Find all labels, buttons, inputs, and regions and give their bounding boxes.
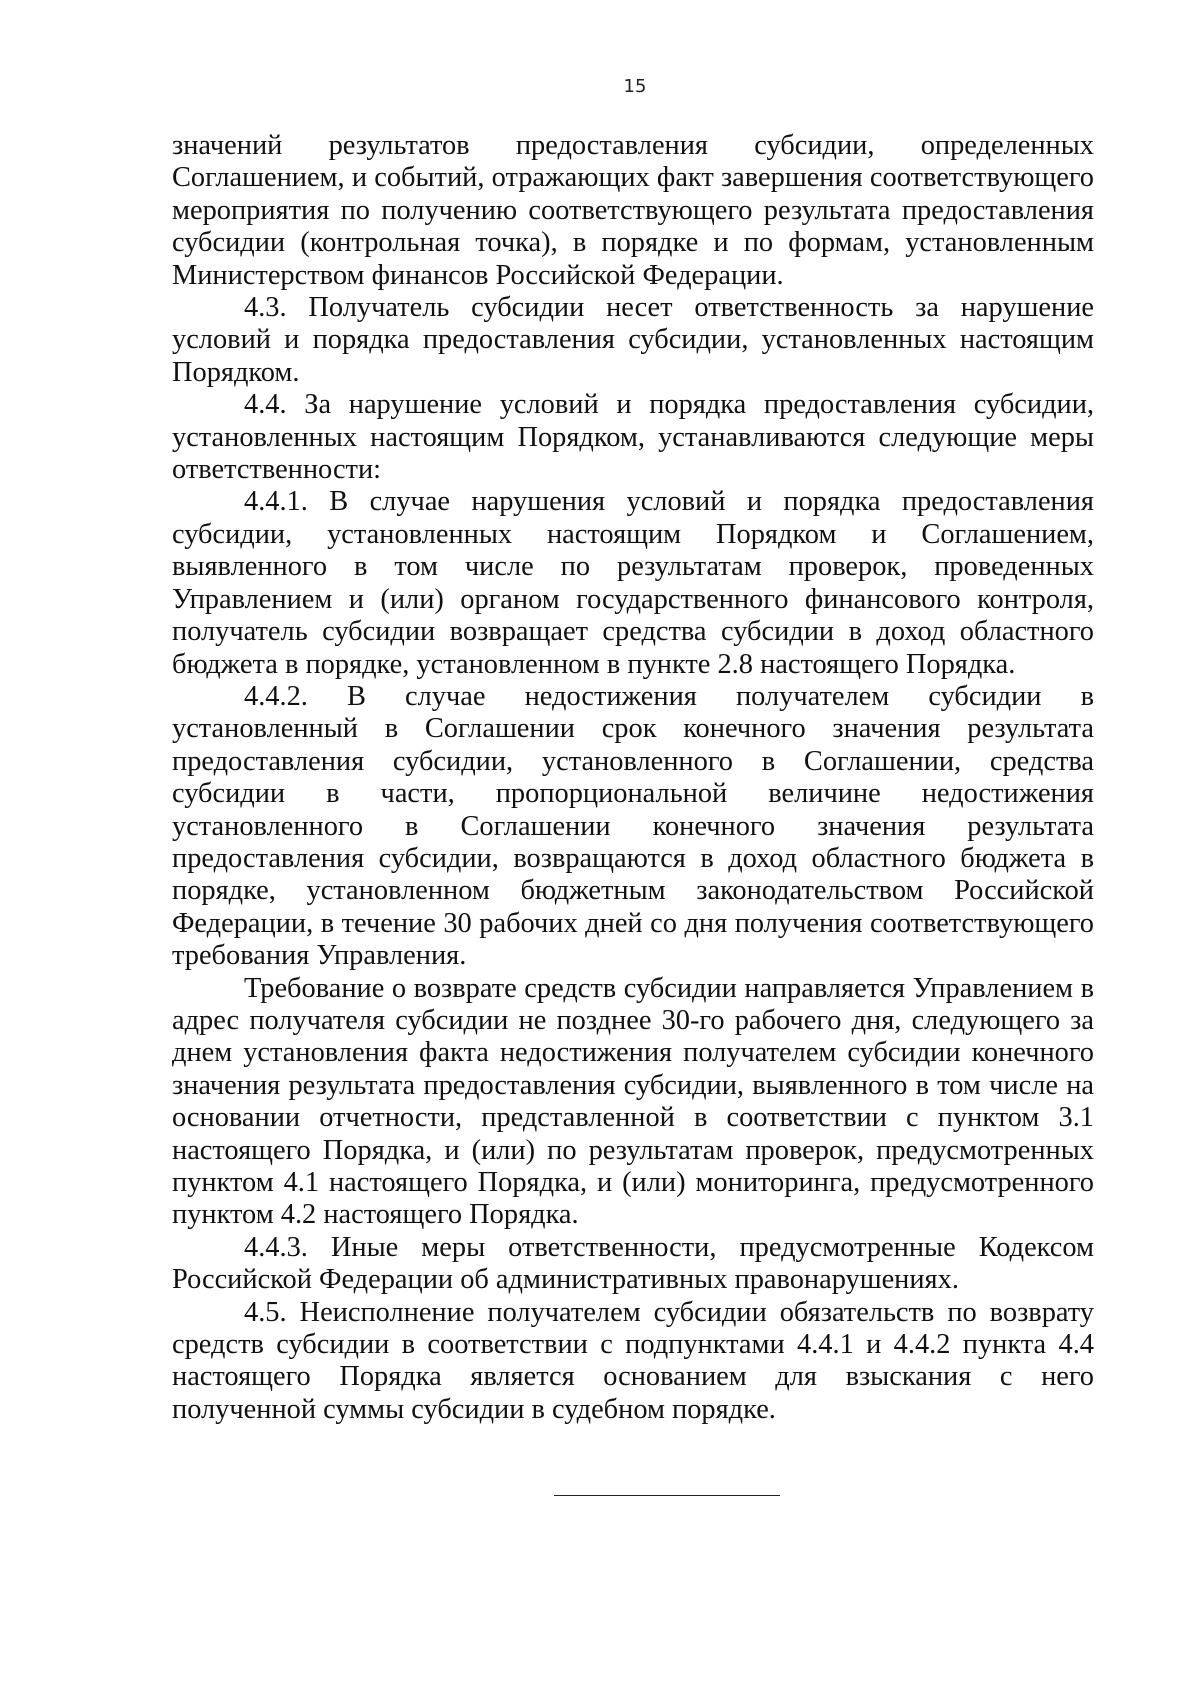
page-number: 15 [623, 76, 647, 97]
paragraph-4-4-3: 4.4.3. Иные меры ответственности, предусмотренные Кодексом Российской Федерации об административных правонарушениях. [172, 1231, 1094, 1296]
paragraph-4-3: 4.3. Получатель субсидии несет ответственность за нарушение условий и порядка предоставления субсидии, установленных настоящим Порядком. [172, 292, 1094, 388]
document-body [172, 130, 1094, 1426]
end-of-document-rule [554, 1495, 780, 1496]
paragraph-4-4: 4.4. За нарушение условий и порядка предоставления субсидии, установленных настоящим Порядком, устанавливаются следующие меры ответственности: [172, 389, 1094, 486]
paragraph-4-5: 4.5. Неисполнение получателем субсидии обязательств по возврату средств субсидии в соответствии с подпунктами 4.4.1 и 4.4.2 пункта 4.4 настоящего Порядка является основанием для взыскания с него полученной суммы субсидии в судебном порядке. [172, 1296, 1094, 1425]
paragraph-continuation: значений результатов предоставления субсидии, определенных Соглашением, и событий, отражающих факт завершения соответствующего мероприятия по получению соответствующего результата предоставления субсидии (контрольная точка), в порядке и по формам, установленным Министерством финансов Российской Федерации. [172, 130, 1094, 291]
paragraph-refund-requirement: Требование о возврате средств субсидии направляется Управлением в адрес получателя субсидии не позднее 30-го рабочего дня, следующего за днем установления факта недостижения получателем субсидии конечного значения результата предоставления субсидии, выявленного в том числе на основании отчетности, представленной в соответствии с пунктом 3.1 настоящего Порядка, и (или) по результатам проверок, предусмотренных пунктом 4.1 настоящего Порядка, и (или) мониторинга, предусмотренного пунктом 4.2 настоящего Порядка. [172, 972, 1094, 1231]
paragraph-4-4-2: 4.4.2. В случае недостижения получателем субсидии в установленный в Соглашении срок конечного значения результата предоставления субсидии, установленного в Соглашении, средства субсидии в части, пропорциональной величине недостижения установленного в Соглашении конечного значения результата предоставления субсидии, возвращаются в доход областного бюджета в порядке, установленном бюджетным законодательством Российской Федерации, в течение 30 рабочих дней со дня получения соответствующего требования Управления. [172, 680, 1094, 972]
paragraph-4-4-1: 4.4.1. В случае нарушения условий и порядка предоставления субсидии, установленных настоящим Порядком и Соглашением, выявленного в том числе по результатам проверок, проведенных Управлением и (или) органом государственного финансового контроля, получатель субсидии возвращает средства субсидии в доход областного бюджета в порядке, установленном в пункте 2.8 настоящего Порядка. [172, 486, 1094, 680]
